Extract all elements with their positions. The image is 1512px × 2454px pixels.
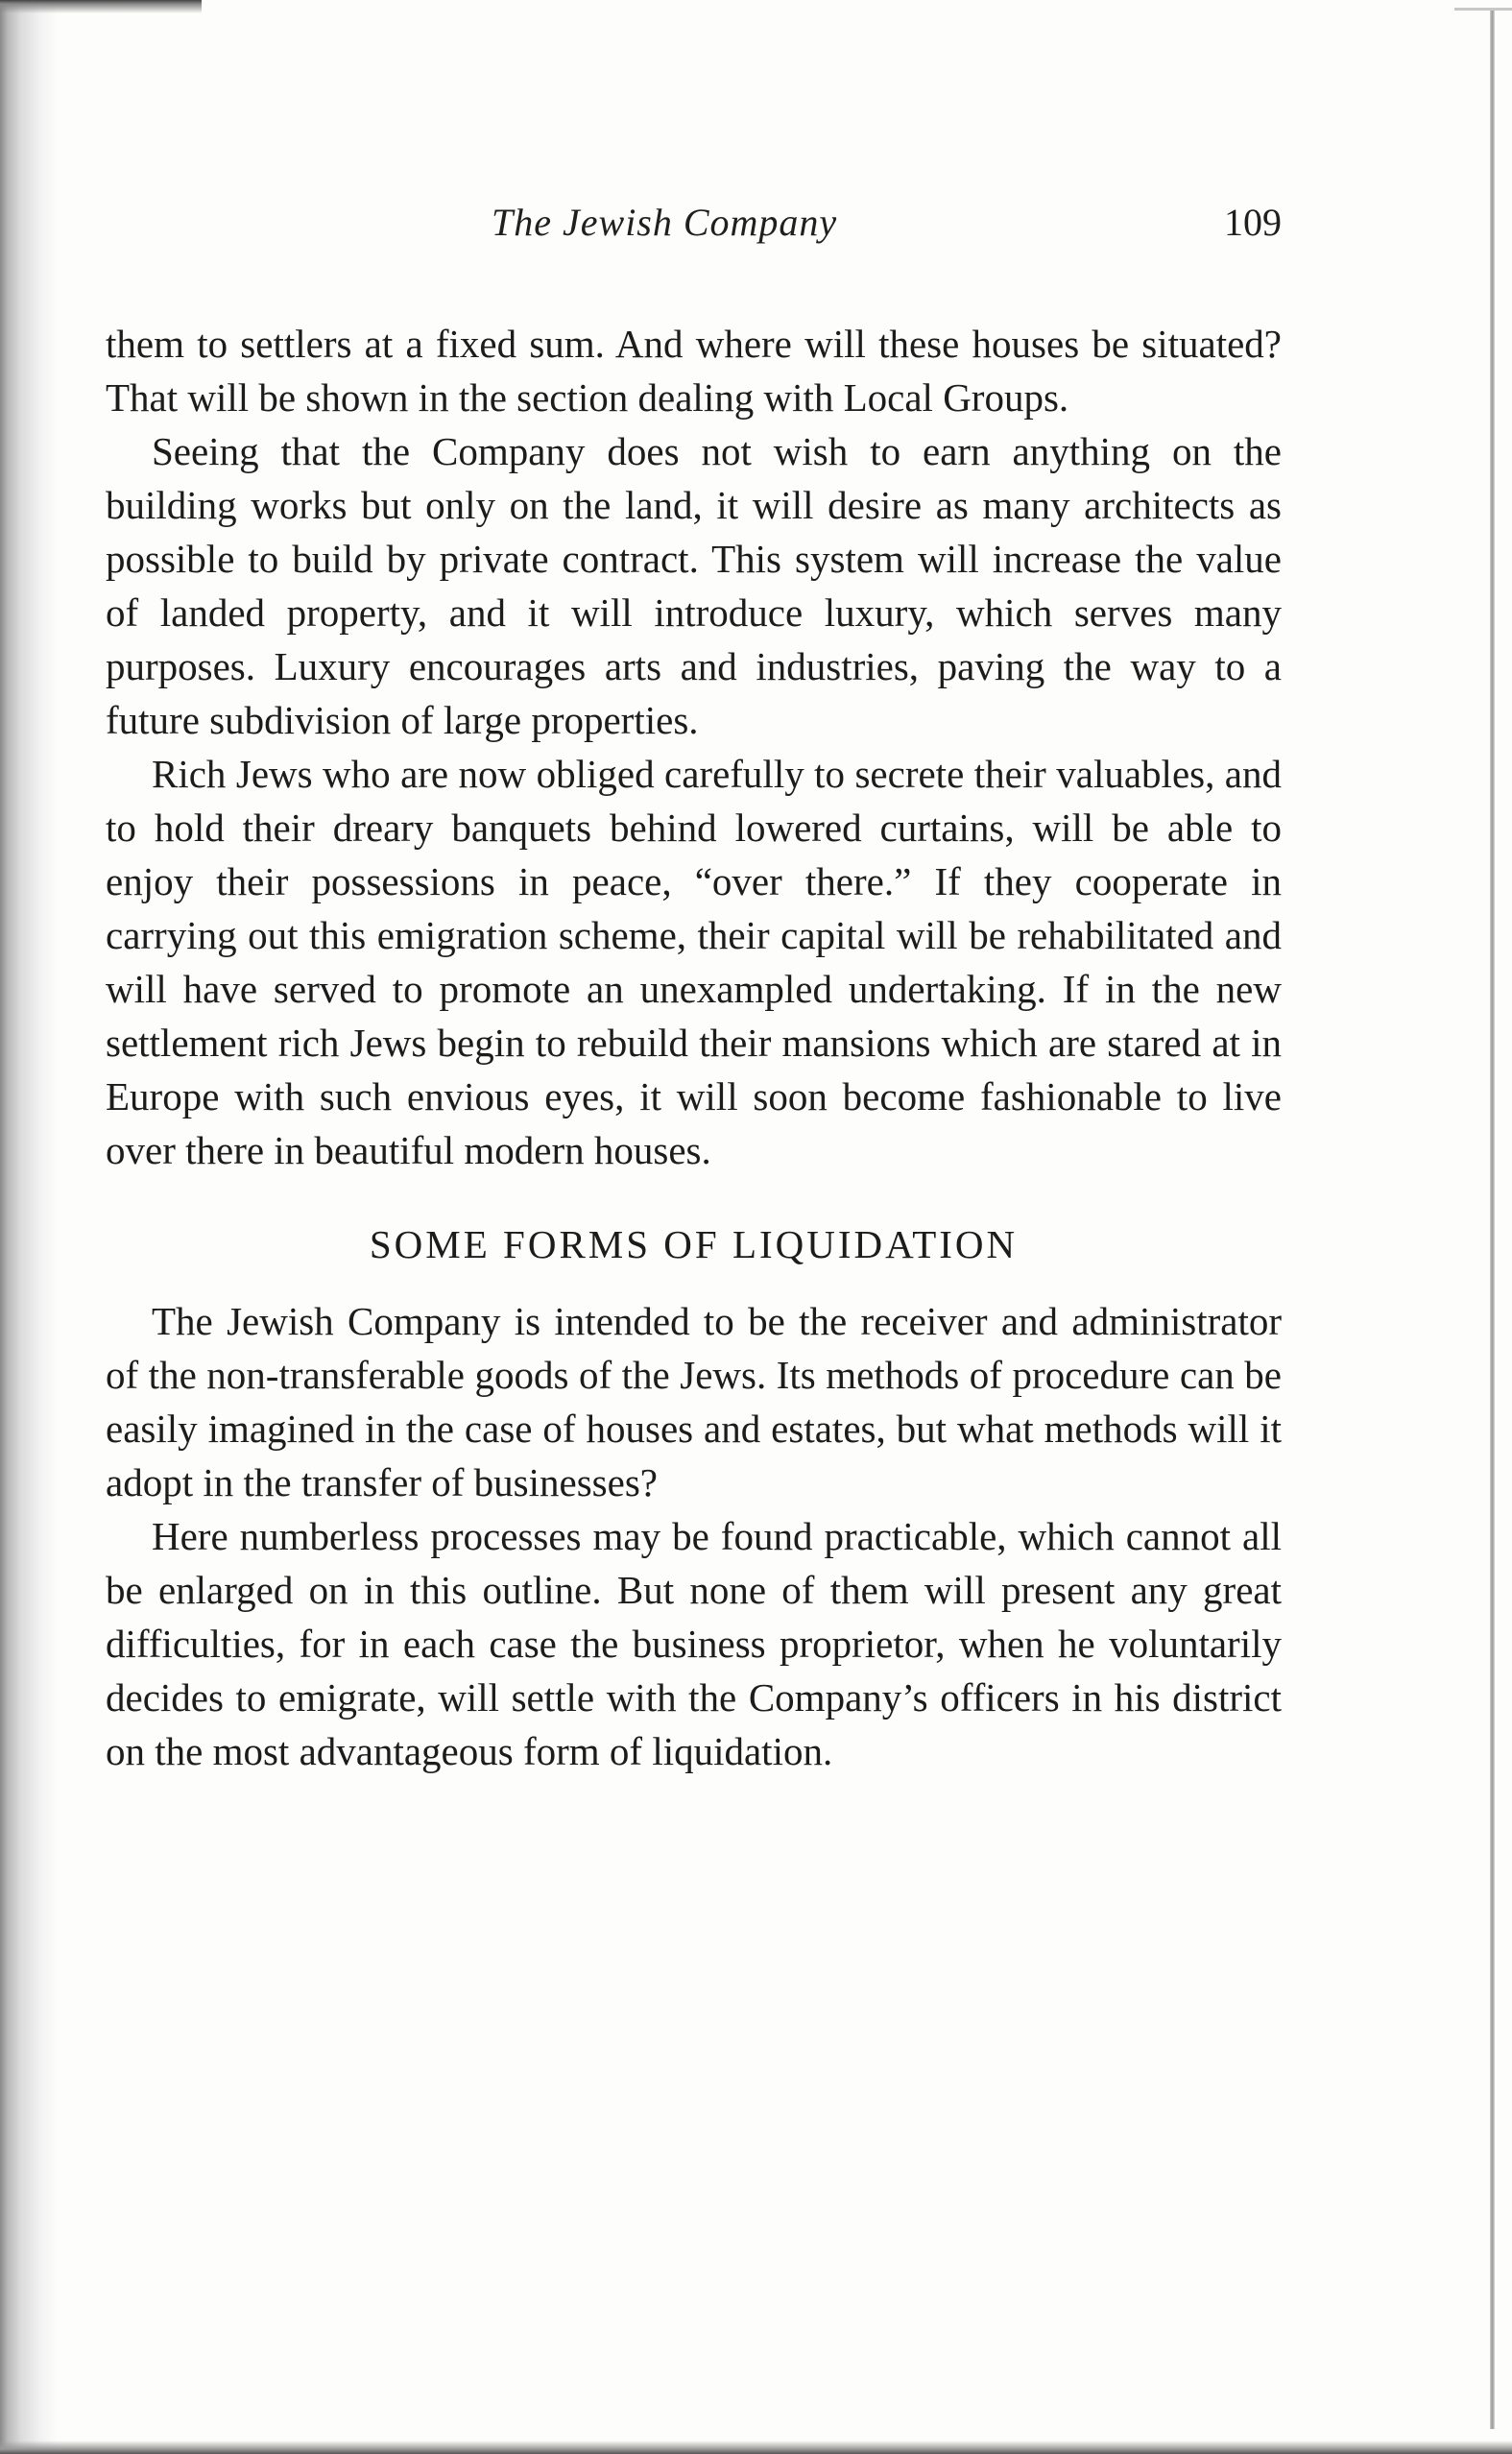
paragraph: them to settlers at a fixed sum. And where will these houses be situated? That will be shown in the section dealing with Local Groups. bbox=[106, 322, 1282, 420]
paragraph: Rich Jews who are now obliged carefully to secrete their valuables, and to hold their dreary banquets behind lowered curtains, will be able to enjoy their possessions in peace, “over there.” If they cooperate in carrying out this emigration scheme, their capital will be rehabilitated and will have served to promote an unexampled undertaking. If in the new settlement rich Jews begin to rebuild their mansions which are stared at in Europe with such envious eyes, it will soon become fashionable to live over there in beautiful modern houses. bbox=[106, 752, 1282, 1172]
running-head: The Jewish Company bbox=[492, 201, 838, 244]
paragraph: The Jewish Company is intended to be the receiver and administrator of the non-transferable goods of the Jews. Its methods of procedure can be easily imagined in the case of houses and estates, but what methods will it adopt in the transfer of businesses? bbox=[106, 1299, 1282, 1504]
body-text bbox=[106, 317, 1282, 1778]
paragraph: Here numberless processes may be found practicable, which cannot all be enlarged on in this outline. But none of them will present any great difficulties, for in each case the business proprietor, when he voluntarily decides to emigrate, will settle with the Company’s officers in his district on the most advantageous form of liquidation. bbox=[106, 1514, 1282, 1773]
paragraph: Seeing that the Company does not wish to earn anything on the building works but only on the land, it will desire as many architects as possible to build by private contract. This system will increase the value of landed property, and it will introduce luxury, which serves many purposes. Luxury encourages arts and industries, paving the way to a future subdivision of large properties. bbox=[106, 429, 1282, 742]
scan-bottom-edge bbox=[0, 2441, 1512, 2454]
binding-shadow bbox=[0, 0, 58, 2454]
section-title: SOME FORMS OF LIQUIDATION bbox=[369, 1222, 1019, 1266]
scan-edge-mark bbox=[1454, 8, 1512, 11]
scan-corner-shadow bbox=[0, 0, 202, 13]
page-edge bbox=[1490, 10, 1495, 2429]
page-header bbox=[106, 200, 1282, 257]
page-number: 109 bbox=[1224, 201, 1282, 244]
